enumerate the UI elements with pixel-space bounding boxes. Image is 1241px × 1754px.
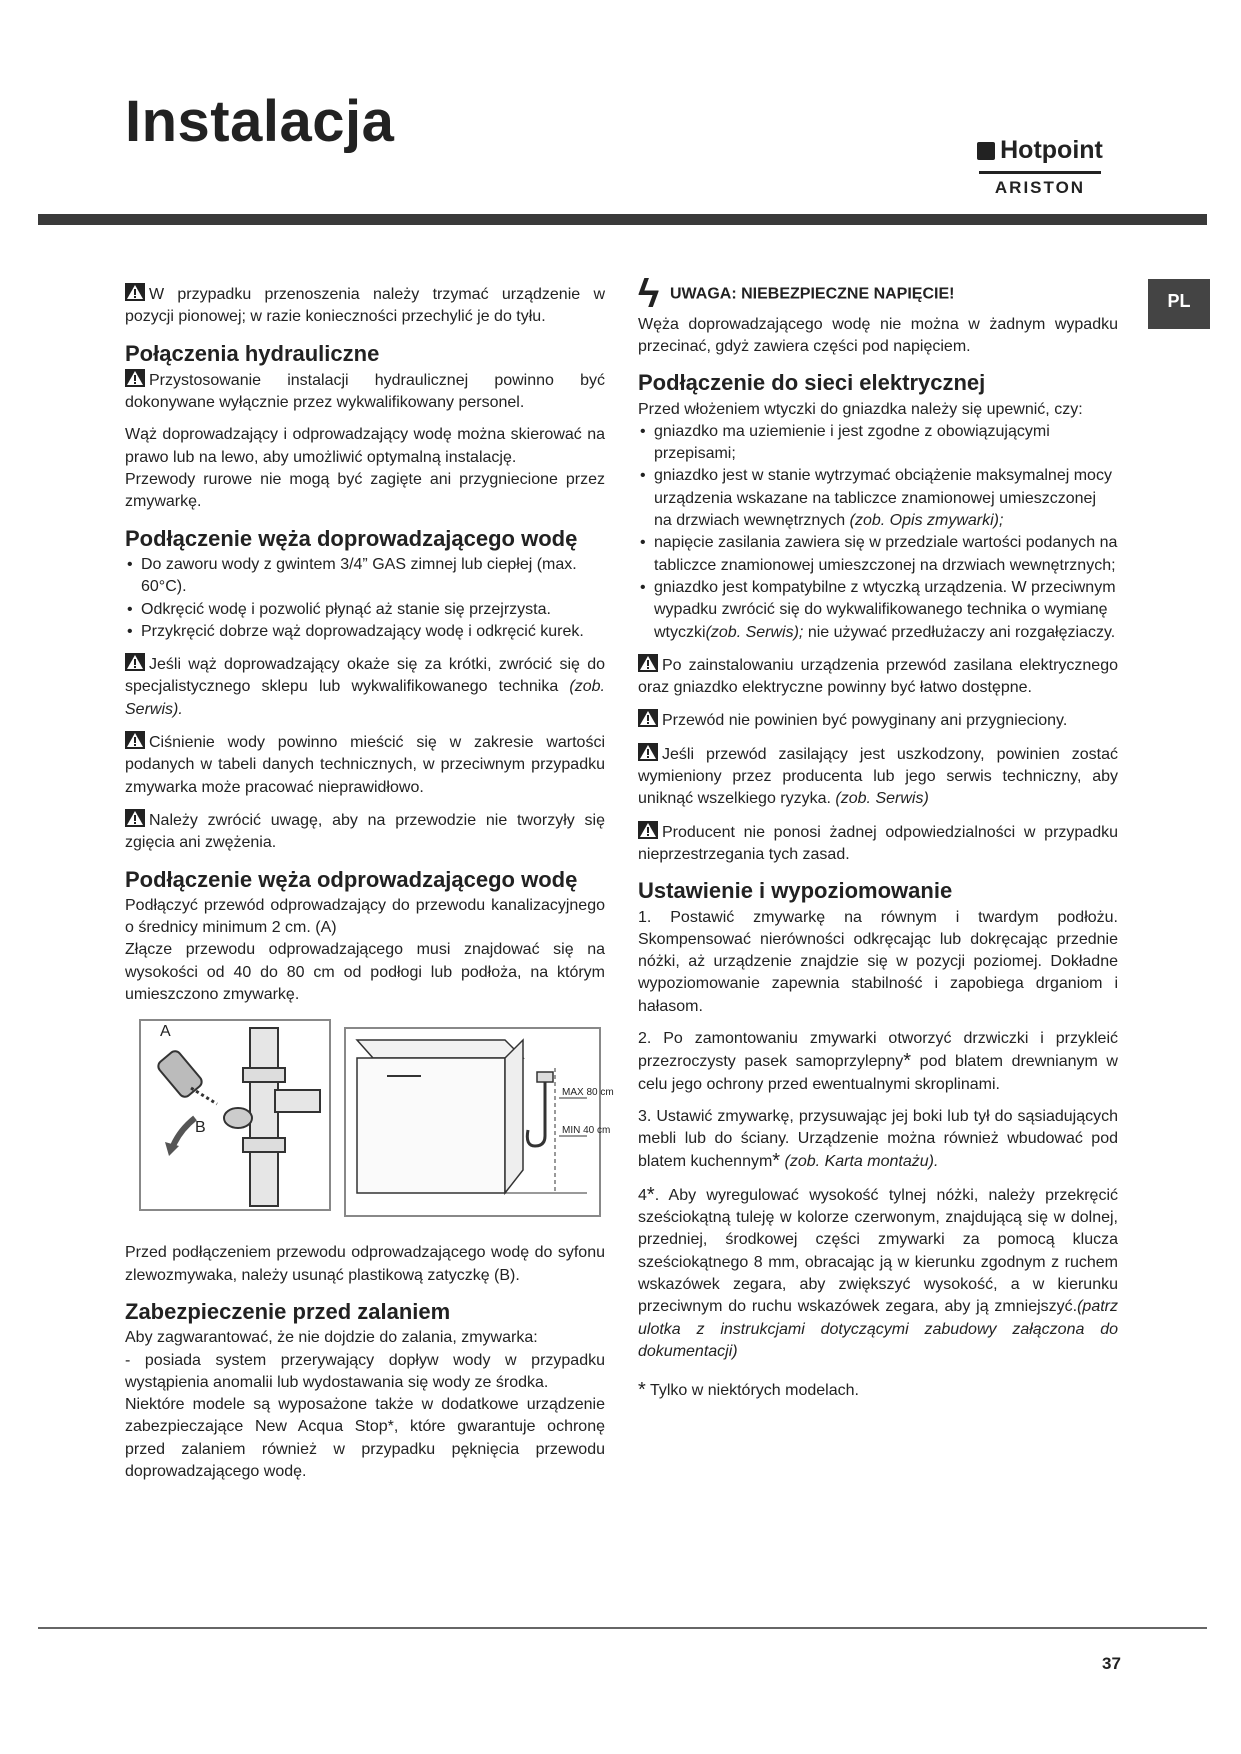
footer-rule xyxy=(38,1627,1207,1629)
warning-icon xyxy=(125,653,145,671)
figure-min-height: MIN 40 cm xyxy=(562,1125,611,1137)
section-title-inlet-hose: Podłączenie węża doprowadzającego wodę xyxy=(125,525,578,551)
warning-paragraph: Ciśnienie wody powinno mieścić się w zakresie wartości podanych w tabeli danych technicznych, w przeciwnym przypadku zmywarka może pracować nieprawidłowo. xyxy=(125,731,605,799)
page-title: Instalacja xyxy=(125,89,395,154)
warning-paragraph: Przewód nie powinien być powyginany ani przygnieciony. xyxy=(638,709,1118,732)
list-item: • Przykręcić dobrze wąż doprowadzający wodę i odkręcić kurek. xyxy=(125,621,605,643)
drain-installation-figure xyxy=(125,1018,614,1228)
reference-link: (zob. Karta montażu). xyxy=(784,1153,939,1171)
lightning-bolt-icon: ϟ xyxy=(638,272,660,316)
page-number: 37 xyxy=(1102,1654,1121,1673)
section-title-outlet-hose: Podłączenie węża odprowadzającego wodę xyxy=(125,866,578,892)
left-column xyxy=(125,283,614,1493)
paragraph: Węża doprowadzającego wodę nie można w żadnym wypadku przecinać, gdyż zawiera części pod napięciem. xyxy=(638,315,1118,355)
section-title-flood-protection: Zabezpieczenie przed zalaniem xyxy=(125,1298,451,1324)
list-item: • gniazdko ma uziemienie i jest zgodne z obowiązującymi przepisami; xyxy=(638,421,1118,466)
electrical-checklist xyxy=(638,421,1118,644)
warning-paragraph: Po zainstalowaniu urządzenia przewód zasilana elektrycznego oraz gniazdko elektryczne powinny być łatwo dostępne. xyxy=(638,654,1118,700)
warning-icon xyxy=(125,809,145,827)
paragraph: Złącze przewodu odprowadzającego musi znajdować się na wysokości od 40 do 80 cm od podłogi lub podłoża, na którym umieszczono zmywarkę. xyxy=(125,941,605,1004)
warning-icon xyxy=(638,654,658,672)
asterisk-mark: * xyxy=(646,1183,655,1206)
intro-warning: W przypadku przenoszenia należy trzymać urządzenie w pozycji pionowej; w razie konieczności przechylić je do tyłu. xyxy=(125,283,605,329)
language-tab: PL xyxy=(1148,279,1210,329)
inlet-steps-list xyxy=(125,554,605,643)
footnote: * Tylko w niektórych modelach. xyxy=(638,1379,859,1402)
section-title-electrical: Podłączenie do sieci elektrycznej xyxy=(638,370,986,396)
warning-paragraph: Jeśli wąż doprowadzający okaże się za krótki, zwrócić się do specjalistycznego sklepu lub wykwalifikowanego technika (zob. Serwis). xyxy=(125,653,605,721)
list-item: • gniazdko jest kompatybilne z wtyczką urządzenia. W przeciwnym wypadku zwrócić się do wykwalifikowanego technika o wymianę wtyczki(zob. Serwis); nie używać przedłużaczy ani rozgałęziaczy. xyxy=(638,577,1118,644)
reference-link: (zob. Serwis). xyxy=(125,678,605,718)
paragraph: Wąż doprowadzający i odprowadzający wodę można skierować na prawo lub na lewo, aby umożliwić optymalną instalację. xyxy=(125,426,605,466)
warning-icon xyxy=(125,283,145,301)
reference-link: (patrz ulotka z instrukcjami dotyczącymi zabudowy załączona do dokumentacji) xyxy=(638,1298,1118,1360)
figure-label-a: A xyxy=(160,1023,171,1041)
warning-paragraph: Producent nie ponosi żadnej odpowiedzialności w przypadku nieprzestrzegania tych zasad. xyxy=(638,821,1118,867)
list-item: • napięcie zasilania zawiera się w przedziale wartości podanych na tabliczce znamionowej umieszczonej na drzwiach wewnętrznych; xyxy=(638,532,1118,577)
paragraph: Przed podłączeniem przewodu odprowadzającego wodę do syfonu zlewozmywaka, należy usunąć plastikową zatyczkę (B). xyxy=(125,1244,605,1284)
warning-icon xyxy=(638,821,658,839)
danger-heading: ϟUWAGA: NIEBEZPIECZNE NAPIĘCIE! xyxy=(638,272,955,316)
paragraph: Aby zagwarantować, że nie dojdzie do zalania, zmywarka: xyxy=(125,1329,538,1347)
list-item: • Do zaworu wody z gwintem 3/4” GAS zimnej lub ciepłej (max. 60°C). xyxy=(125,554,605,599)
paragraph: 4*. Aby wyregulować wysokość tylnej nóżki, należy przekręcić sześciokątną tuleję w kolorze czerwonym, znajdującą się w dolnej, przedniej, środkowej części zmywarki za pomocą klucza sześciokątnego 8 mm, obracając ją w kierunku zgodnym z ruchem wskazówek zegara, aby zwiększyć wysokość, a w kierunku przeciwnym do ruchu wskazówek zegara, aby ją zmniejszyć.(patrz ulotka z instrukcjami dotyczącymi zabudowy załączona do dokumentacji) xyxy=(638,1183,1118,1360)
warning-icon xyxy=(638,743,658,761)
paragraph: 3. Ustawić zmywarkę, przysuwając jej boki lub tył do sąsiadujących mebli lub do ściany. Urządzenie można również wbudować pod blatem kuchennym* (zob. Karta montażu). xyxy=(638,1107,1118,1173)
list-item: • gniazdko jest w stanie wytrzymać obciążenie maksymalnej mocy urządzenia wskazane na tabliczce znamionowej umieszczonej na drzwiach wewnętrznych (zob. Opis zmywarki); xyxy=(638,465,1118,532)
asterisk-mark: * xyxy=(772,1150,781,1173)
section-title-leveling: Ustawienie i wypoziomowanie xyxy=(638,878,953,904)
warning-paragraph: Przystosowanie instalacji hydraulicznej powinno być dokonywane wyłącznie przez wykwalifikowany personel. xyxy=(125,369,605,415)
figure-max-height: MAX 80 cm xyxy=(562,1087,614,1099)
header-bar xyxy=(38,214,1207,225)
paragraph: Podłączyć przewód odprowadzający do przewodu kanalizacyjnego o średnicy minimum 2 cm. (A) xyxy=(125,896,605,937)
paragraph: Niektóre modele są wyposażone także w dodatkowe urządzenie zabezpieczające New Acqua Stop*, które gwarantuje ochronę przed zalaniem również w przypadku pęknięcia przewodu doprowadzającego wodę. xyxy=(125,1396,605,1480)
warning-icon xyxy=(125,369,145,387)
asterisk-mark: * xyxy=(903,1050,912,1073)
brand-name: Hotpoint xyxy=(1000,136,1103,164)
paragraph: 1. Postawić zmywarkę na równym i twardym podłożu. Skompensować nierówności odkręcając lub dokręcając przednie nóżki, aż urządzenie znajdzie się w pozycji poziomej. Dokładne wypoziomowanie zapewnia stabilność i zapobiega drganiom i hałasom. xyxy=(638,908,1118,1015)
paragraph: Przewody rurowe nie mogą być zagięte ani przygniecione przez zmywarkę. xyxy=(125,471,605,511)
warning-paragraph: Jeśli przewód zasilający jest uszkodzony, powinien zostać wymieniony przez producenta lub jego serwis techniczny, aby uniknąć wszelkiego ryzyka. (zob. Serwis) xyxy=(638,743,1118,811)
paragraph: - posiada system przerywający dopływ wody w przypadku wystąpienia anomalii lub wydostawania się wody ze środka. xyxy=(125,1351,605,1391)
figure-label-b: B xyxy=(195,1119,206,1137)
logo-divider xyxy=(979,171,1101,174)
paragraph: 2. Po zamontowaniu zmywarki otworzyć drzwiczki i przykleić przezroczysty pasek samoprzylepny* pod blatem drewnianym w celu jego ochrony przed ewentualnymi skroplinami. xyxy=(638,1030,1118,1093)
brand-sub: ARISTON xyxy=(994,178,1086,197)
warning-icon xyxy=(638,709,658,727)
paragraph: Przed włożeniem wtyczki do gniazdka należy się upewnić, czy: xyxy=(638,400,1083,418)
drain-diagram xyxy=(125,1018,614,1228)
list-item: • Odkręcić wodę i pozwolić płynąć aż stanie się przejrzysta. xyxy=(125,599,605,621)
brand-logo xyxy=(975,136,1105,198)
logo-square-icon xyxy=(977,142,995,160)
right-column xyxy=(638,272,1118,1412)
reference-link: (zob. Opis zmywarki); xyxy=(849,512,1004,530)
warning-paragraph: Należy zwrócić uwagę, aby na przewodzie nie tworzyły się zgięcia ani zwężenia. xyxy=(125,809,605,855)
section-title-hydraulic: Połączenia hydrauliczne xyxy=(125,340,380,366)
reference-link: (zob. Serwis); xyxy=(705,623,804,641)
warning-icon xyxy=(125,731,145,749)
reference-link: (zob. Serwis) xyxy=(835,790,929,808)
